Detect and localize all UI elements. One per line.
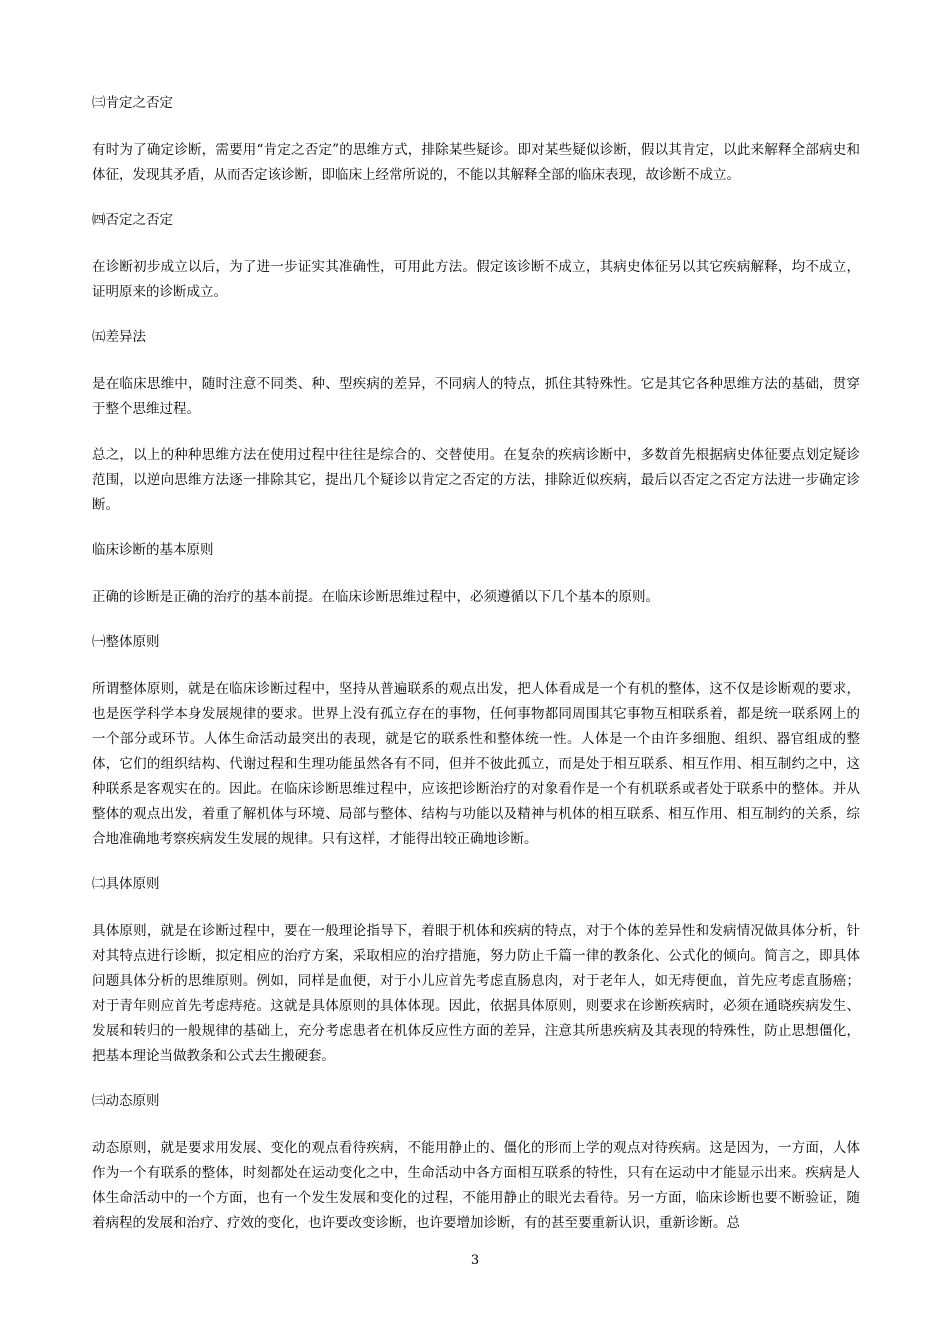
para-basic-principles: 正确的诊断是正确的治疗的基本前提。在临床诊断思维过程中，必须遵循以下几个基本的原则。 (92, 589, 659, 605)
para-difference-method: 是在临床思维中，随时注意不同类、种、型疾病的差异，不同病人的特点，抓住其特殊性。它是其它各种思维方法的基础，贯穿于整个思维过程。 (92, 376, 860, 417)
page-number: 3 (470, 1253, 480, 1268)
para-holistic-principle: 所谓整体原则，就是在临床诊断过程中，坚持从普遍联系的观点出发，把人体看成是一个有机的整体，这不仅是诊断观的要求，也是医学科学本身发展规律的要求。世界上没有孤立存在的事物，任何事物都同周围其它事物互相联系着，都是统一联系网上的一个部分或环节。人体生命活动最突出的表现，就是它的联系性和整体统一性。人体是一个由许多细胞、组织、器官组成的整体，它们的组织结构、代谢过程和生理功能虽然各有不同，但并不彼此孤立，而是处于相互联系、相互作用、相互制约之中，这种联系是客观实在的。因此。在临床诊断思维过程中，应该把诊断治疗的对象看作是一个有机联系或者处于联系中的整体。并从整体的观点出发，着重了解机体与环境、局部与整体、结构与功能以及精神与机体的相互联系、相互作用、相互制约的关系，综合地准确地考察疾病发生发展的规律。只有这样，才能得出较正确地诊断。 (92, 681, 860, 847)
para-negate-negate: 在诊断初步成立以后，为了进一步证实其准确性，可用此方法。假定该诊断不成立，其病史体征另以其它疾病解释，均不成立，证明原来的诊断成立。 (92, 259, 860, 300)
heading-dynamic-principle: ㈢动态原则 (92, 1093, 160, 1109)
heading-specific-principle: ㈡具体原则 (92, 876, 160, 892)
para-dynamic-principle: 动态原则，就是要求用发展、变化的观点看待疾病，不能用静止的、僵化的形而上学的观点对待疾病。这是因为，一方面，人体作为一个有联系的整体，时刻都处在运动变化之中，生命活动中各方面相互联系的特性，只有在运动中才能显示出来。疾病是人体生命活动中的一个方面，也有一个发生发展和变化的过程，不能用静止的眼光去看待。另一方面，临床诊断也要不断验证，随着病程的发展和治疗、疗效的变化，也许要改变诊断，也许要增加诊断，有的甚至要重新认识，重新诊断。总 (92, 1140, 860, 1231)
heading-basic-principles: 临床诊断的基本原则 (92, 542, 214, 558)
page-content (92, 92, 860, 1257)
heading-negate-negate: ㈣否定之否定 (92, 212, 173, 228)
heading-holistic-principle: ㈠整体原则 (92, 634, 160, 650)
para-specific-principle: 具体原则，就是在诊断过程中，要在一般理论指导下，着眼于机体和疾病的特点，对于个体的差异性和发病情况做具体分析，针对其特点进行诊断，拟定相应的治疗方案，采取相应的治疗措施，努力防止千篇一律的教条化、公式化的倾向。简言之，即具体问题具体分析的思维原则。例如，同样是血便，对于小儿应首先考虑直肠息肉，对于老年人，如无痔便血，首先应考虑直肠癌；对于青年则应首先考虑痔疮。这就是具体原则的具体体现。因此，依据具体原则，则要求在诊断疾病时，必须在通晓疾病发生、发展和转归的一般规律的基础上，充分考虑患者在机体反应性方面的差异，注意其所患疾病及其表现的特殊性，防止思想僵化，把基本理论当做教条和公式去生搬硬套。 (92, 923, 860, 1064)
heading-affirm-negate: ㈢肯定之否定 (92, 95, 173, 111)
para-summary: 总之，以上的种种思维方法在使用过程中往往是综合的、交替使用。在复杂的疾病诊断中，多数首先根据病史体征要点划定疑诊范围，以逆向思维方法逐一排除其它，提出几个疑诊以肯定之否定的方法，排除近似疾病，最后以否定之否定方法进一步确定诊断。 (92, 447, 860, 513)
para-affirm-negate: 有时为了确定诊断，需要用“肯定之否定”的思维方式，排除某些疑诊。即对某些疑似诊断，假以其肯定，以此来解释全部病史和体征，发现其矛盾，从而否定该诊断，即临床上经常所说的，不能以其解释全部的临床表现，故诊断不成立。 (92, 142, 860, 183)
heading-difference-method: ㈤差异法 (92, 329, 146, 345)
